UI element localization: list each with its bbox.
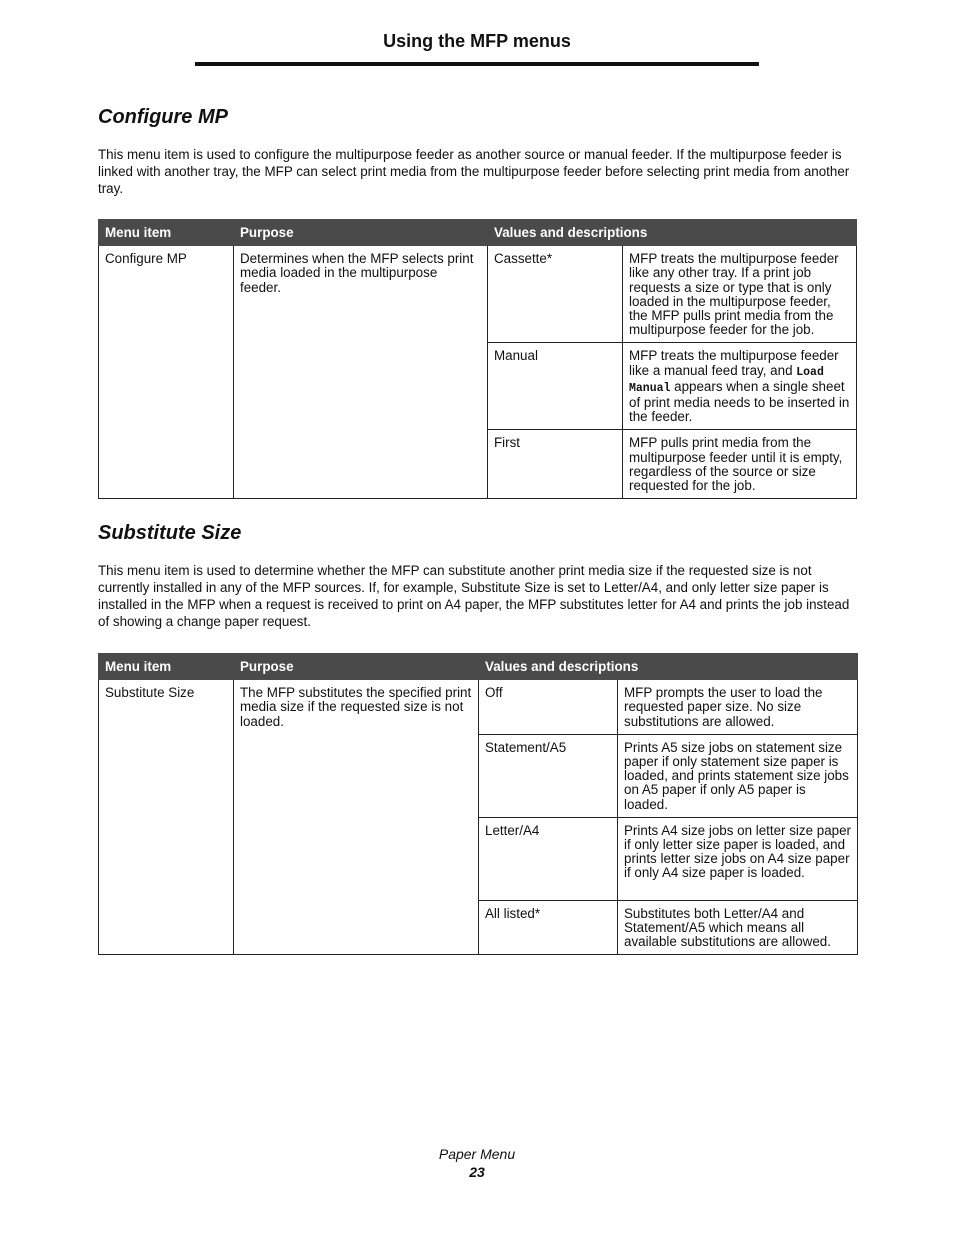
display-message-code: Load Manual <box>629 365 824 395</box>
substitute-size-table <box>98 653 858 955</box>
description-cell: MFP prompts the user to load the requested paper size. No size substitutions are allowed. <box>618 680 858 735</box>
configure-mp-table <box>98 219 857 499</box>
table-row <box>99 246 857 343</box>
menu-item-cell: Substitute Size <box>99 680 234 955</box>
configure-mp-intro: This menu item is used to configure the multipurpose feeder as another source or manual feeder. If the multipurpose feeder is linked with another tray, the MFP can select print media from the multipurpose feeder before selecting print media from another tray. <box>98 147 850 196</box>
table-row <box>99 680 858 735</box>
table-header-row <box>99 220 857 246</box>
table-header-row <box>99 654 858 680</box>
menu-item-cell: Configure MP <box>99 246 234 499</box>
description-cell: MFP treats the multipurpose feeder like any other tray. If a print job requests a size or type that is only loaded in the multipurpose feeder, the MFP pulls print media from the multipurpose feeder for the job. <box>623 246 857 343</box>
value-cell: First <box>488 430 623 499</box>
column-header-purpose: Purpose <box>234 220 488 246</box>
column-header-menu-item: Menu item <box>99 220 234 246</box>
description-cell: Substitutes both Letter/A4 and Statement/A5 which means all available substitutions are allowed. <box>618 900 858 955</box>
description-cell: MFP pulls print media from the multipurpose feeder until it is empty, regardless of the source or size requested for the job. <box>623 430 857 499</box>
value-cell: Cassette* <box>488 246 623 343</box>
description-cell <box>623 343 857 430</box>
footer-section-name: Paper Menu <box>438 1146 516 1162</box>
purpose-cell: Determines when the MFP selects print media loaded in the multipurpose feeder. <box>234 246 488 499</box>
substitute-size-intro: This menu item is used to determine whether the MFP can substitute another print media size if the requested size is not currently installed in any of the MFP sources. If, for example, Substitute Size is set to Letter/A4, and only letter size paper is installed in the MFP when a request is received to print on A4 paper, the MFP substitutes letter for A4 and prints the job instead of showing a change paper request. <box>98 563 850 629</box>
value-cell: Letter/A4 <box>479 817 618 900</box>
value-cell: Off <box>479 680 618 735</box>
page-header-title: Using the MFP menus <box>383 31 571 51</box>
description-cell: Prints A4 size jobs on letter size paper if only letter size paper is loaded, and prints letter size jobs on A4 size paper if only A4 size paper is loaded. <box>618 817 858 900</box>
description-cell: Prints A5 size jobs on statement size paper if only statement size paper is loaded, and prints statement size jobs on A5 paper if only A5 paper is loaded. <box>618 734 858 817</box>
value-cell: Manual <box>488 343 623 430</box>
section-heading-substitute-size: Substitute Size <box>98 522 242 544</box>
value-cell: Statement/A5 <box>479 734 618 817</box>
page-number: 23 <box>469 1164 485 1180</box>
column-header-purpose: Purpose <box>234 654 479 680</box>
column-header-values: Values and descriptions <box>488 220 857 246</box>
section-heading-configure-mp: Configure MP <box>98 106 228 128</box>
column-header-menu-item: Menu item <box>99 654 234 680</box>
header-rule <box>195 62 759 66</box>
purpose-cell: The MFP substitutes the specified print media size if the requested size is not loaded. <box>234 680 479 955</box>
description-text: MFP treats the multipurpose feeder like a manual feed tray, and <box>629 348 839 378</box>
column-header-values: Values and descriptions <box>479 654 858 680</box>
description-text: appears when a single sheet of print media needs to be inserted in the feeder. <box>629 378 850 425</box>
value-cell: All listed* <box>479 900 618 955</box>
